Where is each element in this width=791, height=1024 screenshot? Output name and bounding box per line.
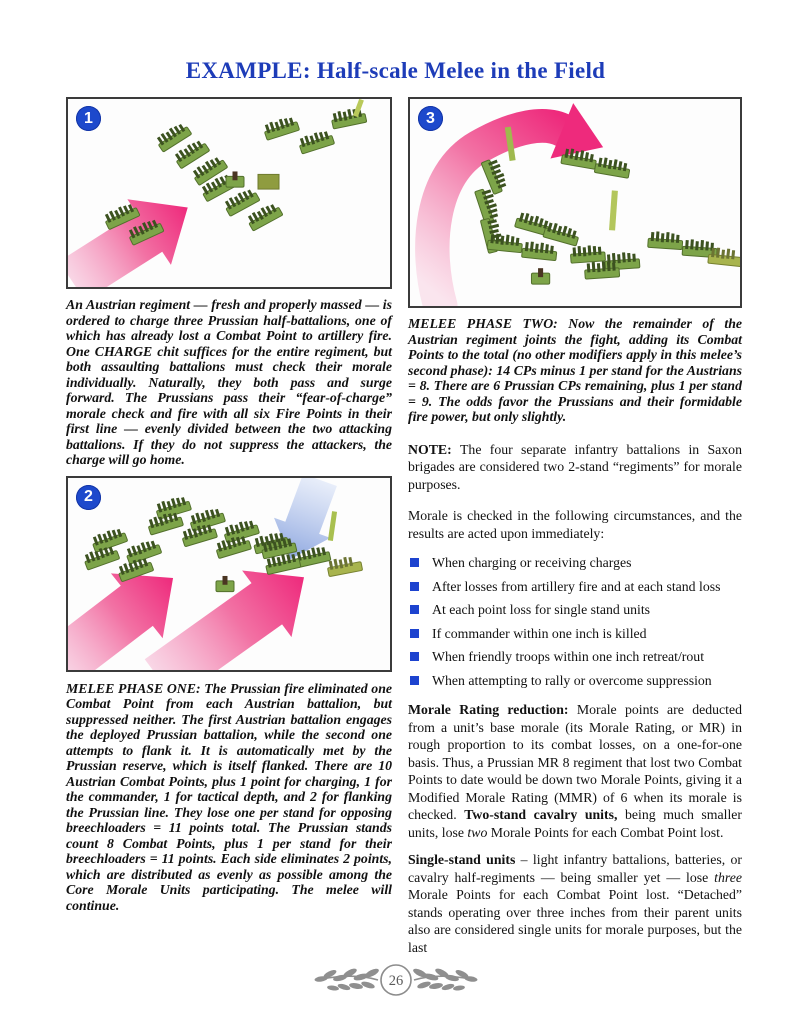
morale-rating-text: Morale Points for each Combat Point lost. <box>490 824 724 840</box>
panel-number-badge: 3 <box>418 106 443 131</box>
melee-photo-2 <box>68 478 390 670</box>
photo-panel-1 <box>66 97 392 289</box>
list-item-text: When charging or receiving charges <box>432 555 632 570</box>
melee-photo-1 <box>68 99 390 287</box>
laurel-left-branch <box>314 967 380 991</box>
charge-chit <box>258 174 279 189</box>
right-column <box>408 97 742 956</box>
bullet-square-icon <box>410 676 419 685</box>
photo-panel-2 <box>66 476 392 672</box>
list-item <box>408 672 742 690</box>
list-item <box>408 554 742 572</box>
laurel-ornament <box>306 958 486 1004</box>
morale-check-list <box>408 554 742 689</box>
melee-photo-3 <box>410 99 740 306</box>
list-item <box>408 601 742 619</box>
bullet-square-icon <box>410 582 419 591</box>
miniature-stands-illustration <box>475 127 740 284</box>
list-item-text: When attempting to rally or overcome suppression <box>432 672 712 688</box>
two-stand-label: Two-stand cavalry units, <box>464 807 625 822</box>
caption-melee-phase-one: MELEE PHASE ONE: The Prussian fire eliminated one Combat Point from each Austrian battalion, but suppressed neither. The first Austrian battalion engages the deployed Prussian battalion, while the second one attempts to flank it. It is automatically met by the Prussian reserve, which is itself flanked. There are 10 Austrian Combat Points, plus 1 point for charging, 1 for the commander, 1 for tactical depth, and 2 for flanking the Prussian line. They lose one per stand for opposing breechloaders = 11 points total. The Prussian stands count 8 Combat Points, plus 1 per stand for their breechloaders = 11 points. Each side eliminates 2 points, which are distributed as evenly as possible among the Core Morale Units participating. The melee will continue. <box>66 680 392 913</box>
single-stand-label: Single-stand units <box>408 852 521 867</box>
list-item-text: If commander within one inch is killed <box>432 625 647 641</box>
morale-rating-text: being much smaller units, lose <box>408 807 743 840</box>
caption-phase-charge: An Austrian regiment — fresh and properly massed — is ordered to charge three Prussian half-battalions, one of which has already lost a Combat Point to artillery fire. One CHARGE chit suffices for the entire regiment, but both assaulting battalions must check their morale individually. Naturally, they both pass and surge forward. The Prussians pass their “fear-of-charge” morale check and fire with all six Fire Points in their first line — evenly divided between the two attacking battalions. If they do not suppress the attackers, the charge will go home. <box>66 297 392 467</box>
bullet-square-icon <box>410 629 419 638</box>
left-column <box>66 97 392 921</box>
bullet-square-icon <box>410 605 419 614</box>
morale-rating-paragraph <box>408 701 742 841</box>
emphasis-two: two <box>467 824 491 840</box>
morale-rating-label: Morale Rating reduction: <box>408 702 577 717</box>
page-title: EXAMPLE: Half-scale Melee in the Field <box>185 58 606 83</box>
list-item-text: After losses from artillery fire and at each stand loss <box>432 578 721 594</box>
single-stand-text: – light infantry battalions, batteries, or cavalry half-regiments — being smaller yet — lose <box>408 852 742 885</box>
morale-intro-paragraph: Morale is checked in the following circumstances, and the results are acted upon immediately: <box>408 508 742 541</box>
caption-melee-phase-two: MELEE PHASE TWO: Now the remainder of the Austrian regiment joints the fight, adding its Combat Points to the total (no other modifiers apply in this melee’s second phase): 14 CPs minus 1 per stand for the Austrians = 8. There are 6 Prussian CPs remaining, plus 1 per stand = 9. The odds favor the Prussians and their formidable fire power, but only slightly. <box>408 316 742 424</box>
panel-number-badge: 2 <box>76 485 101 510</box>
page-number: 26 <box>388 973 403 989</box>
list-item-text: At each point loss for single stand units <box>432 602 651 617</box>
note-text: The four separate infantry battalions in Saxon brigades are considered two 2-stand “regiments” for morale purposes. <box>408 441 742 492</box>
laurel-right-branch <box>411 967 477 991</box>
list-item <box>408 648 742 666</box>
list-item-text: When friendly troops within one inch retreat/rout <box>432 649 705 664</box>
emphasis-three: three <box>714 869 742 885</box>
note-paragraph <box>408 441 742 494</box>
list-item <box>408 625 742 643</box>
bullet-square-icon <box>410 558 419 567</box>
panel-number-badge: 1 <box>76 106 101 131</box>
charge-arrow-icon <box>68 175 210 287</box>
list-item <box>408 578 742 596</box>
morale-rating-text: Morale points are deducted from a unit’s base morale (its Morale Rating, or MR) in rough proportion to its combat losses, on a one-for-one basis. Thus, a Prussian MR 8 regiment that lost two Combat Points to date would be down two Morale Points, giving it a Modified Morale Rating (MMR) of 6 when its morale is checked. <box>408 702 743 822</box>
single-stand-paragraph <box>408 851 742 956</box>
page-footer <box>0 958 791 1004</box>
note-label: NOTE: <box>408 441 460 457</box>
photo-panel-3 <box>408 97 742 308</box>
single-stand-text: Morale Points for each Combat Point lost. “Detached” stands operating over three inches from their parent units also are considered single units for morale purposes, but the last <box>408 887 742 955</box>
bullet-square-icon <box>410 652 419 661</box>
